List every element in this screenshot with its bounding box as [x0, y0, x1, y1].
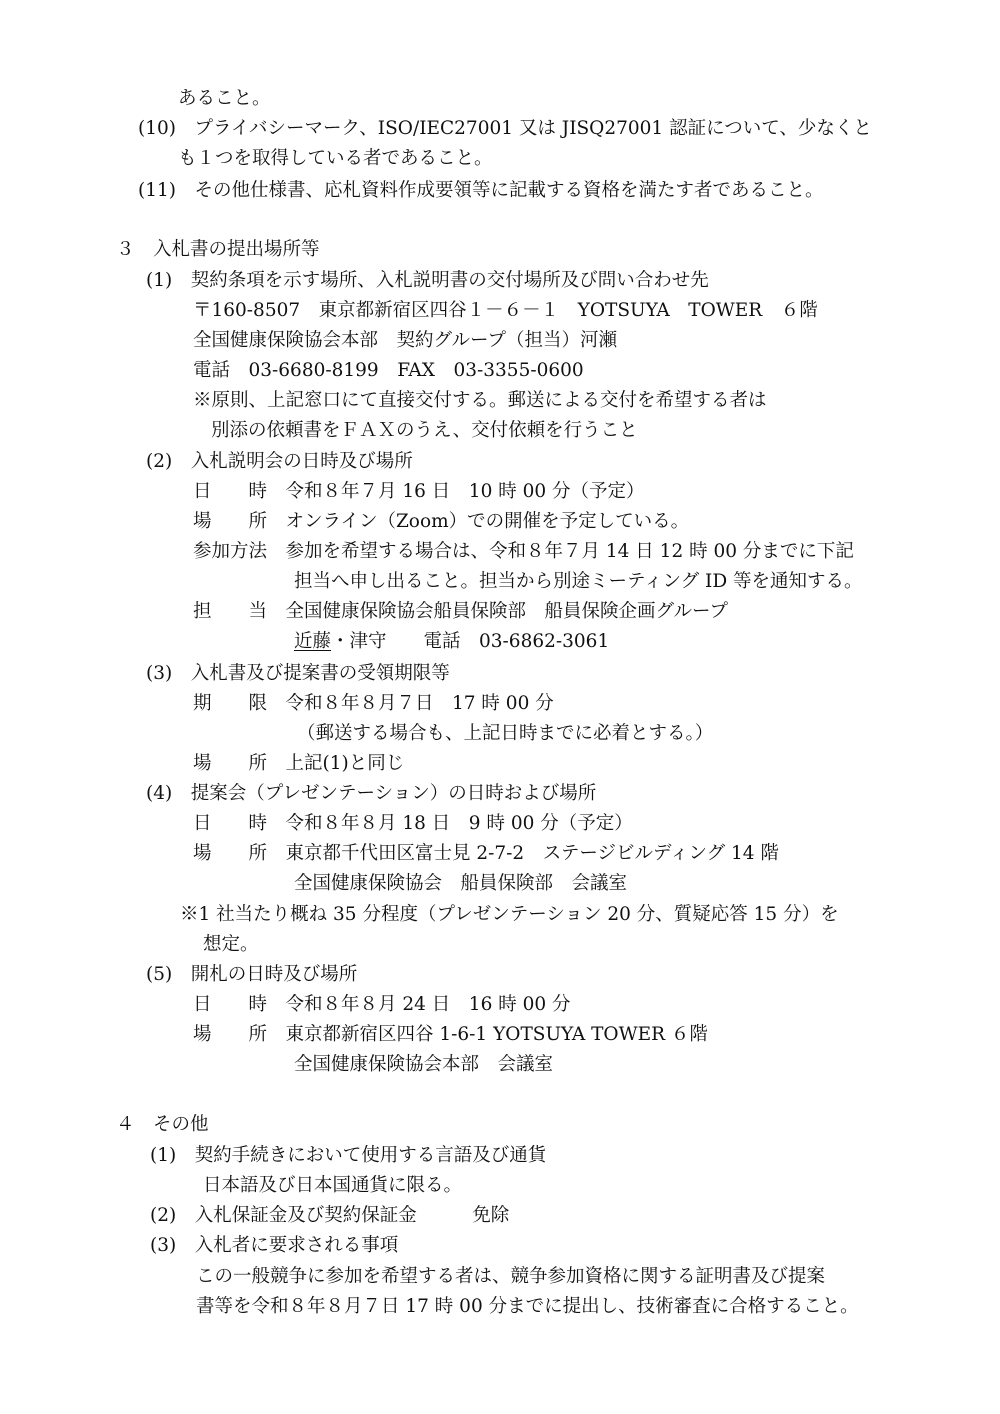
address-line: 〒160-8507 東京都新宿区四谷１－６－１ YOTSUYA TOWER ６階 — [193, 300, 818, 321]
date-time-line: 日 時 令和８年７月 16 日 10 時 00 分（予定） — [193, 481, 645, 502]
note-line: 別添の依頼書をＦＡＸのうえ、交付依頼を行うこと — [211, 420, 638, 441]
section-heading-4: ４ その他 — [116, 1114, 209, 1135]
text-line: あること。 — [178, 88, 271, 109]
contact-phone: ・津守 電話 03-6862-3061 — [331, 631, 610, 652]
list-item-3: (3) 入札者に要求される事項 — [150, 1235, 399, 1256]
participation-line: 参加方法 参加を希望する場合は、令和８年７月 14 日 12 時 00 分までに下記 — [193, 541, 854, 562]
contact-person-line — [294, 630, 609, 654]
contact-line: 担 当 全国健康保険協会船員保険部 船員保険企画グループ — [193, 601, 729, 622]
list-item-4: (4) 提案会（プレゼンテーション）の日時および場所 — [146, 783, 597, 804]
list-item-1: (1) 契約手続きにおいて使用する言語及び通貨 — [150, 1145, 547, 1166]
location-line: 場 所 東京都新宿区四谷 1-6-1 YOTSUYA TOWER ６階 — [193, 1024, 708, 1045]
list-item-2: (2) 入札説明会の日時及び場所 — [146, 451, 413, 472]
list-item-3: (3) 入札書及び提案書の受領期限等 — [146, 663, 450, 684]
location-line: 場 所 上記(1)と同じ — [193, 753, 405, 774]
list-item-2: (2) 入札保証金及び契約保証金 免除 — [150, 1205, 510, 1226]
note-line: （郵送する場合も、上記日時までに必着とする。） — [297, 723, 714, 744]
list-item-5: (5) 開札の日時及び場所 — [146, 964, 358, 985]
note-line: ※1 社当たり概ね 35 分程度（プレゼンテーション 20 分、質疑応答 15 分）を — [180, 904, 839, 925]
list-item-10: (10) プライバシーマーク、ISO/IEC27001 又は JISQ27001 認証について、少なくと — [138, 118, 872, 139]
date-time-line: 日 時 令和８年８月 18 日 9 時 00 分（予定） — [193, 813, 633, 834]
underlined-name: 近藤 — [294, 631, 332, 652]
list-item-1: (1) 契約条項を示す場所、入札説明書の交付場所及び問い合わせ先 — [146, 270, 709, 291]
location-line: 場 所 オンライン（Zoom）での開催を予定している。 — [193, 511, 690, 532]
phone-fax-line: 電話 03-6680-8199 FAX 03-3355-0600 — [193, 360, 584, 381]
text-line: も１つを取得している者であること。 — [178, 148, 493, 169]
note-line: 想定。 — [203, 934, 259, 955]
deadline-line: 期 限 令和８年８月７日 17 時 00 分 — [193, 693, 554, 714]
contact-line: 全国健康保険協会本部 契約グループ（担当）河瀬 — [193, 330, 618, 351]
location-line: 全国健康保険協会 船員保険部 会議室 — [294, 873, 628, 894]
note-line: ※原則、上記窓口にて直接交付する。郵送による交付を希望する者は — [193, 390, 767, 411]
location-line: 場 所 東京都千代田区富士見 2-7-2 ステージビルディング 14 階 — [193, 843, 779, 864]
location-line: 全国健康保険協会本部 会議室 — [294, 1054, 554, 1075]
text-line: この一般競争に参加を希望する者は、競争参加資格に関する証明書及び提案 — [196, 1266, 826, 1287]
participation-line: 担当へ申し出ること。担当から別途ミーティング ID 等を通知する。 — [294, 571, 863, 592]
text-line: 日本語及び日本国通貨に限る。 — [203, 1175, 463, 1196]
section-heading-3: ３ 入札書の提出場所等 — [116, 239, 320, 260]
text-line: 書等を令和８年８月７日 17 時 00 分までに提出し、技術審査に合格すること。 — [196, 1296, 859, 1317]
list-item-11: (11) その他仕様書、応札資料作成要領等に記載する資格を満たす者であること。 — [138, 180, 824, 201]
date-time-line: 日 時 令和８年８月 24 日 16 時 00 分 — [193, 994, 571, 1015]
